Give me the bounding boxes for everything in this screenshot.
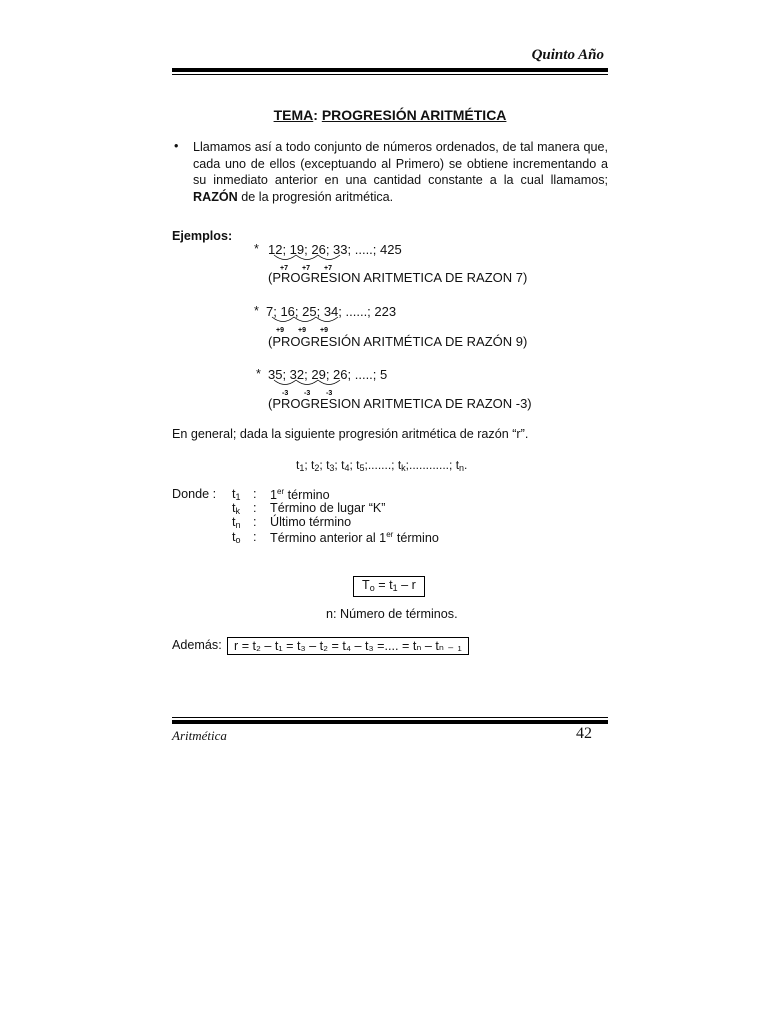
step-label: -3 [326, 390, 333, 397]
donde-label: Donde : [172, 487, 217, 501]
page-title [172, 107, 608, 123]
desc-text: Término anterior al 1 [270, 531, 387, 545]
step-label: +9 [276, 327, 284, 334]
example-sequence: 35; 32; 29; 26; .....; 5 [268, 367, 388, 382]
title-colon: : [313, 107, 322, 123]
example-caption: (PROGRESIÓN ARITMÉTICA DE RAZÓN 9) [268, 334, 528, 349]
separator: ; [319, 458, 327, 472]
desc-text: 1 [270, 488, 278, 502]
term-sub: 5 [359, 463, 365, 473]
title-prefix: TEMA [273, 107, 314, 123]
example-star: * [254, 242, 259, 256]
formula-sub: 1 [392, 583, 398, 593]
example-sequence: 7; 16; 25; 34; ......; 223 [266, 304, 397, 319]
footer-rule-thin [172, 717, 608, 718]
formula-sub: o [369, 583, 375, 593]
term-sub: 1 [299, 463, 305, 473]
term-symbol: t [341, 458, 345, 472]
n-definition: n: Número de términos. [326, 607, 458, 621]
header-rule-thin [172, 74, 608, 75]
donde-symbol [232, 501, 240, 516]
desc-text: Último término [270, 515, 352, 529]
desc-text: término [284, 488, 330, 502]
example-sequence: 12; 19; 26; 33; .....; 425 [268, 242, 402, 257]
formula-text: = t [374, 578, 393, 592]
donde-desc [270, 530, 439, 545]
ademas-label: Además: [172, 638, 222, 652]
intro-text-end: de la progresión aritmética. [237, 189, 394, 204]
page-number: 42 [576, 725, 592, 742]
step-label: +7 [302, 265, 310, 272]
formula-text: – r [397, 578, 416, 592]
footer-rule-thick [172, 720, 608, 724]
footer-subject: Aritmética [172, 728, 227, 743]
step-label: -3 [304, 390, 311, 397]
term-symbol: t [232, 530, 236, 544]
header-grade: Quinto Año [531, 47, 604, 63]
desc-text: término [393, 531, 439, 545]
example-star: * [254, 304, 259, 318]
term-sub: 2 [314, 463, 320, 473]
separator: ;.......; [364, 458, 398, 472]
example-caption: (PROGRESION ARITMETICA DE RAZON 7) [268, 270, 528, 285]
term-symbol: t [311, 458, 315, 472]
arc [274, 255, 296, 260]
term-sub: k [401, 463, 406, 473]
term-sub: k [235, 506, 240, 516]
step-label: -3 [282, 390, 289, 397]
title-main: PROGRESIÓN ARITMÉTICA [321, 107, 507, 123]
term-symbol: t [455, 458, 460, 472]
donde-colon: : [253, 501, 257, 515]
general-text: En general; dada la siguiente progresión aritmética de razón “r”. [172, 427, 529, 441]
desc-sup: er [277, 487, 285, 496]
separator: ; [304, 458, 312, 472]
example-caption: (PROGRESION ARITMETICA DE RAZON -3) [268, 396, 532, 411]
donde-desc [270, 515, 351, 529]
desc-text: Término de lugar “K” [270, 501, 386, 515]
example-star: * [256, 367, 261, 381]
intro-paragraph [193, 139, 608, 205]
ademas-formula-box: r = t₂ – t₁ = t₃ – t₂ = t₄ – t₃ =.... = tₙ – tₙ ₋ ₁ [227, 637, 469, 655]
term-symbol: t [326, 458, 330, 472]
step-arcs [266, 316, 346, 334]
arc [318, 380, 340, 385]
step-arcs [268, 379, 348, 397]
term-symbol: t [232, 515, 236, 529]
bullet-icon: • [174, 139, 179, 153]
term-sub: 3 [329, 463, 335, 473]
formula-text: T [362, 578, 370, 592]
arc [272, 317, 294, 322]
term-sub: n [459, 463, 465, 473]
term-symbol: t [356, 458, 360, 472]
donde-desc [270, 501, 385, 515]
examples-label: Ejemplos: [172, 229, 233, 243]
formula-t0-box [353, 576, 425, 597]
term-symbol: t [232, 487, 236, 501]
donde-symbol [232, 487, 241, 502]
intro-bold-word: RAZÓN [193, 189, 238, 204]
donde-desc [270, 487, 330, 502]
desc-sup: er [386, 530, 394, 539]
separator: ; [349, 458, 357, 472]
term-sub: o [235, 535, 241, 545]
step-label: +7 [324, 265, 332, 272]
donde-symbol [232, 530, 241, 545]
general-sequence [296, 458, 467, 473]
donde-symbol [232, 515, 241, 530]
arc [294, 317, 316, 322]
arc [316, 317, 338, 322]
step-label: +9 [320, 327, 328, 334]
term-symbol: t [296, 458, 300, 472]
arc [318, 255, 340, 260]
arc [274, 380, 296, 385]
separator: ; [334, 458, 342, 472]
donde-colon: : [253, 530, 257, 544]
term-symbol: t [232, 501, 236, 515]
term-symbol: t [397, 458, 402, 472]
header-rule-thick [172, 68, 608, 72]
donde-colon: : [253, 487, 257, 501]
step-label: +9 [298, 327, 306, 334]
intro-text: Llamamos así a todo conjunto de números ordenados, de tal manera que, cada uno de ellos (exceptuando al Primero) se obtiene incrementando a su inmediato anterior en una cantidad constante a la cual llamamos; [193, 140, 608, 187]
term-sub: 4 [344, 463, 350, 473]
donde-colon: : [253, 515, 257, 529]
step-label: +7 [280, 265, 288, 272]
arc [296, 380, 318, 385]
term-sub: n [235, 520, 241, 530]
arc [296, 255, 318, 260]
separator: . [464, 458, 468, 472]
separator: ;............; [405, 458, 456, 472]
term-sub: 1 [235, 492, 241, 502]
